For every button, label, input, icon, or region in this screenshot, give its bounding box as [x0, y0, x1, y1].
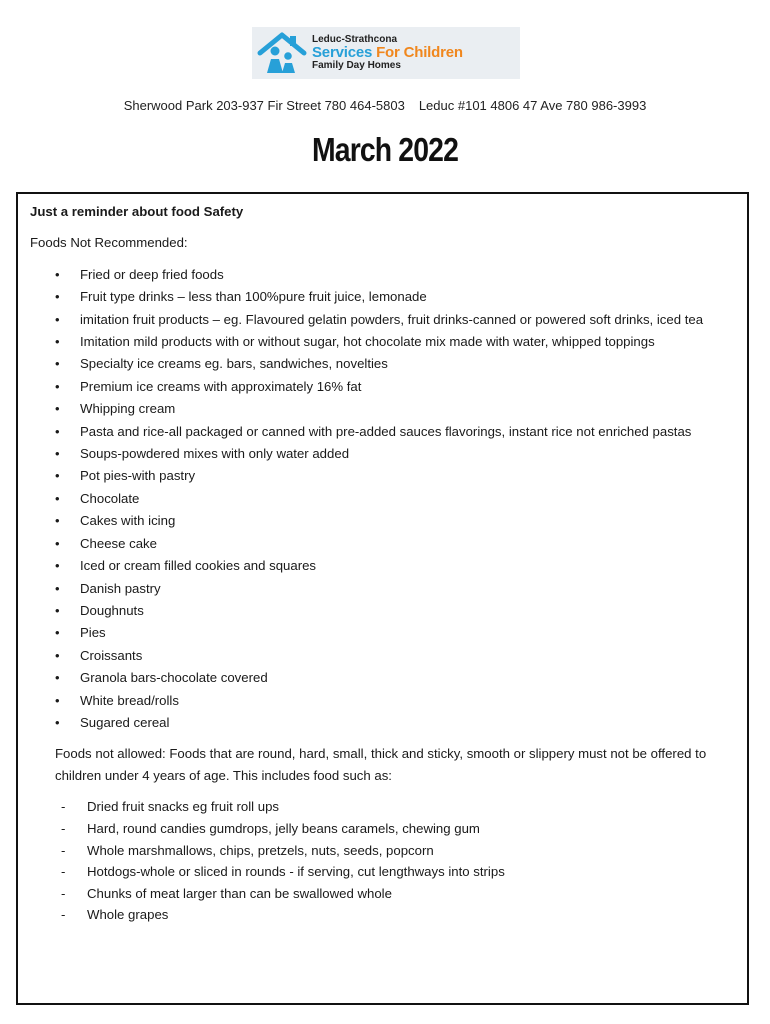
not-allowed-list — [30, 796, 745, 926]
not-recommended-item: • Pasta and rice-all packaged or canned with pre-added sauces flavorings, instant rice not enriched pastas — [30, 421, 745, 443]
contact-line — [0, 98, 770, 113]
notice-heading: Just a reminder about food Safety — [30, 204, 244, 219]
logo-line-2 — [312, 45, 463, 61]
leduc-address: Leduc #101 4806 47 Ave 780 986-3993 — [418, 98, 647, 113]
logo-line-1: Leduc-Strathcona — [312, 33, 398, 45]
not-recommended-item: • Sugared cereal — [30, 712, 745, 734]
not-allowed-item: - Dried fruit snacks eg fruit roll ups — [30, 796, 745, 818]
page-title: March 2022 — [311, 131, 459, 168]
not-recommended-item: • Fried or deep fried foods — [30, 264, 745, 286]
not-allowed-item: - Whole marshmallows, chips, pretzels, nuts, seeds, popcorn — [30, 840, 745, 862]
organization-logo — [252, 27, 520, 79]
not-recommended-label: Foods Not Recommended: — [30, 235, 188, 251]
not-recommended-item: • Imitation mild products with or without sugar, hot chocolate mix made with water, whipped toppings — [30, 331, 745, 353]
house-children-icon — [254, 27, 310, 79]
not-recommended-item: • Specialty ice creams eg. bars, sandwiches, novelties — [30, 353, 745, 375]
not-recommended-item: • Whipping cream — [30, 398, 745, 420]
not-recommended-item: • Pies — [30, 622, 745, 644]
sherwood-park-address: Sherwood Park 203-937 Fir Street 780 464-5803 — [123, 98, 405, 113]
not-recommended-item: • Danish pastry — [30, 578, 745, 600]
not-recommended-item: • imitation fruit products – eg. Flavoured gelatin powders, fruit drinks-canned or powered soft drinks, iced tea — [30, 309, 745, 331]
not-allowed-item: - Hard, round candies gumdrops, jelly beans caramels, chewing gum — [30, 818, 745, 840]
not-recommended-item: • Cakes with icing — [30, 510, 745, 532]
not-recommended-item: • Fruit type drinks – less than 100%pure fruit juice, lemonade — [30, 286, 745, 308]
not-allowed-item: - Chunks of meat larger than can be swallowed whole — [30, 883, 745, 905]
logo-for-children: For Children — [376, 44, 463, 62]
not-recommended-item: • Doughnuts — [30, 600, 745, 622]
logo-services: Services — [312, 44, 377, 62]
not-recommended-item: • Pot pies-with pastry — [30, 465, 745, 487]
not-recommended-item: • Premium ice creams with approximately 16% fat — [30, 376, 745, 398]
notice-content — [30, 200, 745, 926]
not-recommended-item: • White bread/rolls — [30, 690, 745, 712]
not-recommended-item: • Cheese cake — [30, 533, 745, 555]
not-allowed-item: - Whole grapes — [30, 904, 745, 926]
not-recommended-list — [30, 264, 745, 735]
not-recommended-item: • Iced or cream filled cookies and squares — [30, 555, 745, 577]
logo-line-3: Family Day Homes — [312, 59, 401, 71]
not-recommended-item: • Soups-powdered mixes with only water added — [30, 443, 745, 465]
not-allowed-item: - Hotdogs-whole or sliced in rounds - if serving, cut lengthways into strips — [30, 861, 745, 883]
not-recommended-item: • Chocolate — [30, 488, 745, 510]
not-allowed-paragraph: Foods not allowed: Foods that are round, hard, small, thick and sticky, smooth or slippery must not be offered to children under 4 years of age. This includes food such as: — [55, 746, 707, 784]
not-recommended-item: • Croissants — [30, 645, 745, 667]
not-recommended-item: • Granola bars-chocolate covered — [30, 667, 745, 689]
